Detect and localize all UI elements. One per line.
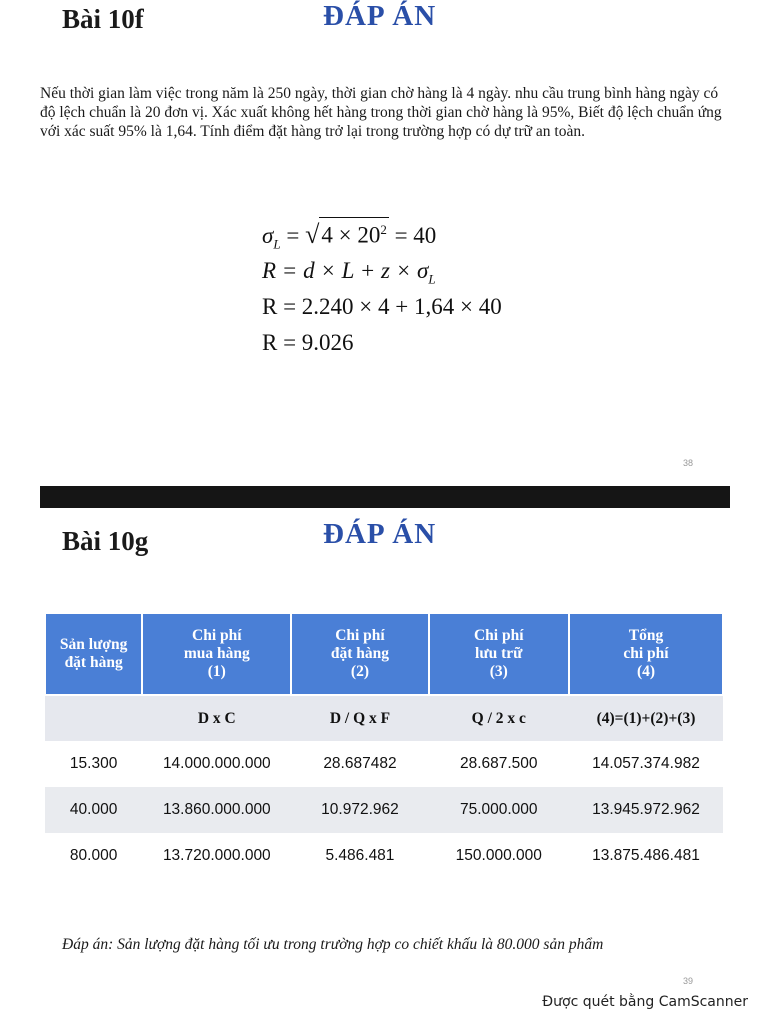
table-row [45, 787, 723, 833]
table-cell: 150.000.000 [429, 833, 569, 879]
formula-row [45, 695, 723, 741]
table-cell: 13.720.000.000 [142, 833, 291, 879]
formula-sigma: $\sigma_L = √4 \times 20^2 = 40$ [262, 217, 502, 253]
slide-divider [40, 486, 730, 508]
table-cell: (4)=(1)+(2)+(3) [569, 695, 723, 741]
answer-heading-2: ĐÁP ÁN [323, 518, 437, 550]
header-order-quantity: Sản lượng đặt hàng [45, 613, 142, 695]
page-number-2: 39 [683, 976, 694, 986]
table-cell: 13.860.000.000 [142, 787, 291, 833]
table-cell: 15.300 [45, 741, 142, 787]
table-row [45, 833, 723, 879]
table-cell: 14.000.000.000 [142, 741, 291, 787]
page-number: 38 [683, 458, 694, 468]
table-cell: 5.486.481 [291, 833, 428, 879]
sqrt-radicand: $4 \times 20^2$ [319, 217, 388, 248]
table-cell: 13.875.486.481 [569, 833, 723, 879]
header-holding-cost: Chi phí lưu trữ (3) [429, 613, 569, 695]
formula-reorder: $R = d \times L + z \times \sigma_L$ [262, 258, 436, 287]
table-cell: 28.687.500 [429, 741, 569, 787]
table-cell: D / Q x F [291, 695, 428, 741]
header-total-cost: Tổng chi phí (4) [569, 613, 723, 695]
header-ordering-cost: Chi phí đặt hàng (2) [291, 613, 428, 695]
slide-title-2: Bài 10g [62, 526, 149, 556]
table-cell: 14.057.374.982 [569, 741, 723, 787]
answer-heading: ĐÁP ÁN [323, 0, 437, 32]
table-cell: 10.972.962 [291, 787, 428, 833]
conclusion-text: Đáp án: Sản lượng đặt hàng tối ưu trong trường hợp co chiết khấu là 80.000 sản phẩm [62, 936, 604, 953]
table-cell: 80.000 [45, 833, 142, 879]
formula-block [262, 217, 502, 361]
table-cell: 13.945.972.962 [569, 787, 723, 833]
table-cell: D x C [142, 695, 291, 741]
slide-title: Bài 10f [62, 4, 144, 34]
formula-substitution: R = 2.240 × 4 + 1,64 × 40 [262, 294, 502, 319]
table-cell: 28.687482 [291, 741, 428, 787]
header-purchase-cost: Chi phí mua hàng (1) [142, 613, 291, 695]
table-header-row [45, 613, 723, 695]
cost-table [44, 612, 724, 879]
table-cell [45, 695, 142, 741]
problem-statement: Nếu thời gian làm việc trong năm là 250 ngày, thời gian chờ hàng là 4 ngày. nhu cầu trung bình hàng ngày có độ lệch chuẩn là 20 đơn vị. Xác xuất không hết hàng trong thời gian chờ hàng là 95%, Biết độ lệch chuẩn ứng với xác suất 95% là 1,64. Tính điểm đặt hàng trở lại trong trường hợp có dự trữ an toàn. [40, 85, 722, 140]
table-cell: 75.000.000 [429, 787, 569, 833]
slide-10f [0, 0, 768, 485]
table-row [45, 741, 723, 787]
table-cell: Q / 2 x c [429, 695, 569, 741]
table-cell: 40.000 [45, 787, 142, 833]
camscanner-watermark: Được quét bằng CamScanner [542, 994, 748, 1010]
formula-result: R = 9.026 [262, 330, 354, 355]
